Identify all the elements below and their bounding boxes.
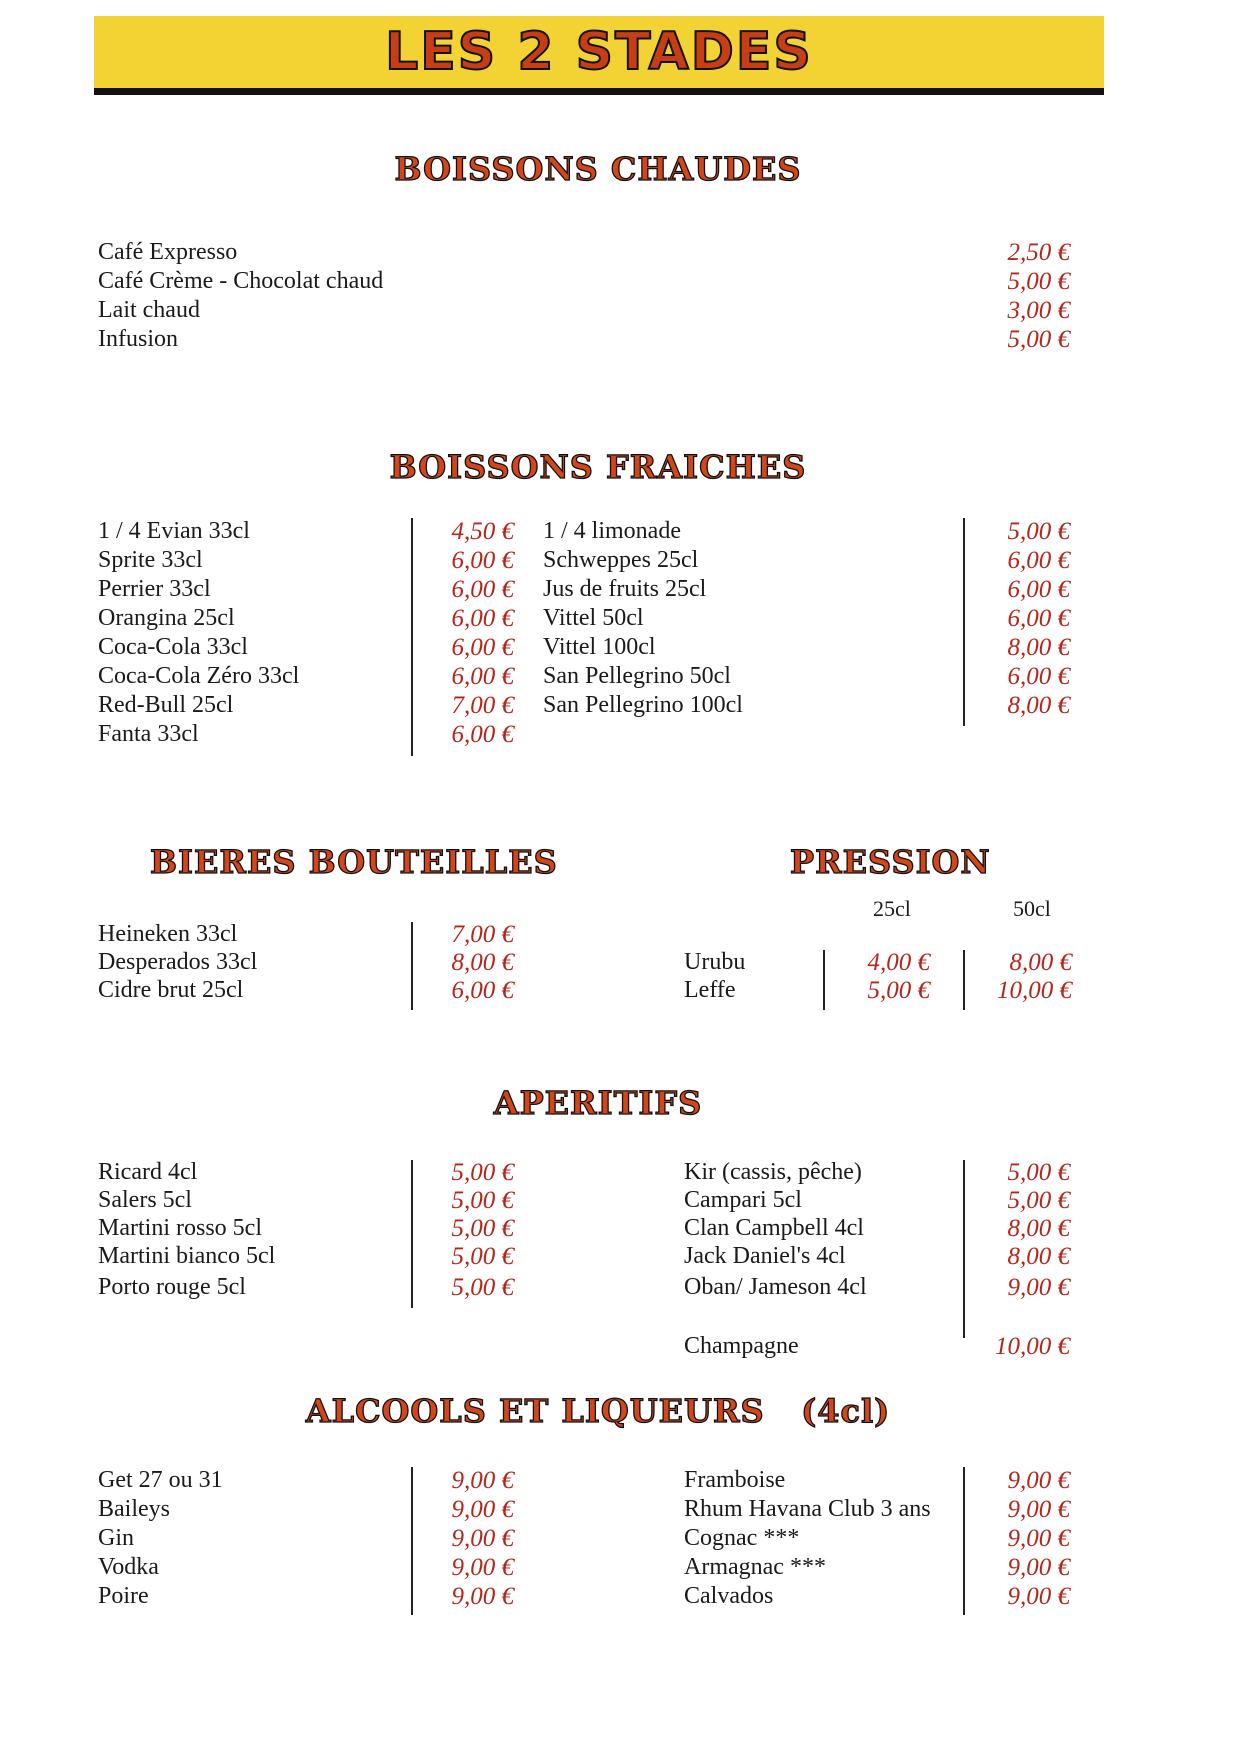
menu-item-price: 6,00 €	[451, 576, 514, 603]
menu-item-name: Rhum Havana Club 3 ans	[684, 1496, 931, 1522]
menu-item-price: 5,00 €	[1007, 518, 1070, 545]
menu-item-name: Sprite 33cl	[98, 547, 203, 573]
menu-item-price: 9,00 €	[451, 1525, 514, 1552]
menu-item-name: Red-Bull 25cl	[98, 692, 234, 718]
menu-item-price: 5,00 €	[1007, 268, 1070, 295]
menu-item-price: 6,00 €	[451, 547, 514, 574]
divider	[823, 950, 825, 1010]
menu-item-name: Infusion	[98, 326, 178, 352]
divider	[411, 1160, 413, 1308]
menu-item-name: Desperados 33cl	[98, 949, 258, 975]
menu-item-price: 5,00 €	[451, 1274, 514, 1301]
menu-item-price: 2,50 €	[1007, 239, 1070, 266]
menu-item-name: Jus de fruits 25cl	[543, 576, 707, 602]
menu-item-price: 6,00 €	[1007, 663, 1070, 690]
menu-item-name: Urubu	[684, 949, 746, 975]
menu-item-name: Calvados	[684, 1583, 774, 1609]
menu-item-price: 6,00 €	[451, 634, 514, 661]
pression-col-50cl: 50cl	[1013, 896, 1051, 921]
menu-item-name: Gin	[98, 1525, 134, 1551]
header-banner	[94, 16, 1104, 95]
menu-item-name: 1 / 4 Evian 33cl	[98, 518, 250, 544]
menu-item-price: 6,00 €	[1007, 605, 1070, 632]
menu-item-price: 3,00 €	[1007, 297, 1070, 324]
menu-item-price: 6,00 €	[1007, 576, 1070, 603]
menu-item-name: Perrier 33cl	[98, 576, 211, 602]
menu-item-price: 5,00 €	[867, 977, 930, 1004]
divider	[963, 950, 965, 1010]
menu-item-price: 9,00 €	[1007, 1496, 1070, 1523]
menu-item-name: Jack Daniel's 4cl	[684, 1243, 846, 1269]
menu-item-name: San Pellegrino 100cl	[543, 692, 743, 718]
menu-item-price: 4,00 €	[867, 949, 930, 976]
menu-item-name: Leffe	[684, 977, 736, 1003]
menu-item-price: 6,00 €	[451, 721, 514, 748]
menu-item-price: 8,00 €	[1007, 634, 1070, 661]
menu-item-name: Martini rosso 5cl	[98, 1215, 262, 1241]
menu-item-price: 9,00 €	[451, 1554, 514, 1581]
menu-item-name: Cognac ***	[684, 1525, 800, 1551]
menu-item-name: Vittel 100cl	[543, 634, 656, 660]
menu-item-name: Salers 5cl	[98, 1187, 192, 1213]
menu-item-price: 6,00 €	[451, 977, 514, 1004]
section-title-bieres-bouteilles: BIERES BOUTEILLES	[150, 843, 558, 881]
section-title-pression: PRESSION	[790, 843, 991, 881]
menu-item-price: 9,00 €	[451, 1496, 514, 1523]
menu-item-price: 5,00 €	[451, 1243, 514, 1270]
menu-item-price: 8,00 €	[1007, 692, 1070, 719]
divider	[963, 518, 965, 726]
menu-item-name: Café Crème - Chocolat chaud	[98, 268, 384, 294]
menu-item-name: Kir (cassis, pêche)	[684, 1159, 862, 1185]
menu-item-name: Heineken 33cl	[98, 921, 238, 947]
menu-item-price: 8,00 €	[1007, 1215, 1070, 1242]
menu-item-price: 5,00 €	[1007, 326, 1070, 353]
section-title-boissons-fraiches: BOISSONS FRAICHES	[389, 448, 807, 486]
menu-item-price: 5,00 €	[451, 1187, 514, 1214]
menu-item-price: 6,00 €	[1007, 547, 1070, 574]
menu-item-name: Coca-Cola Zéro 33cl	[98, 663, 300, 689]
menu-item-name: Porto rouge 5cl	[98, 1274, 246, 1300]
menu-item-name: Clan Campbell 4cl	[684, 1215, 864, 1241]
menu-item-price: 5,00 €	[1007, 1159, 1070, 1186]
menu-item-price: 6,00 €	[451, 605, 514, 632]
menu-item-name: Baileys	[98, 1496, 170, 1522]
divider	[963, 1160, 965, 1338]
menu-item-name: Orangina 25cl	[98, 605, 235, 631]
menu-item-price: 5,00 €	[451, 1215, 514, 1242]
section-title-alcools-liqueurs: ALCOOLS ET LIQUEURS (4cl)	[305, 1392, 891, 1430]
menu-item-price: 7,00 €	[451, 692, 514, 719]
divider	[963, 1467, 965, 1615]
menu-item-price: 9,00 €	[1007, 1583, 1070, 1610]
menu-item-name: Get 27 ou 31	[98, 1467, 223, 1493]
page-title: LES 2 STADES	[385, 22, 813, 82]
divider	[411, 922, 413, 1010]
menu-item-price: 9,00 €	[1007, 1274, 1070, 1301]
menu-item-price: 9,00 €	[451, 1467, 514, 1494]
menu-item-name: Framboise	[684, 1467, 786, 1493]
menu-item-price: 6,00 €	[451, 663, 514, 690]
menu-item-price: 9,00 €	[1007, 1467, 1070, 1494]
menu-item-price: 5,00 €	[1007, 1187, 1070, 1214]
menu-item-name: Cidre brut 25cl	[98, 977, 244, 1003]
menu-item-name: Café Expresso	[98, 239, 238, 265]
menu-item-name: Ricard 4cl	[98, 1159, 198, 1185]
menu-item-name: Coca-Cola 33cl	[98, 634, 248, 660]
menu-item-name: Poire	[98, 1583, 149, 1609]
section-title-boissons-chaudes: BOISSONS CHAUDES	[394, 150, 802, 188]
menu-item-price: 8,00 €	[451, 949, 514, 976]
pression-col-25cl: 25cl	[873, 896, 911, 921]
menu-item-price: 5,00 €	[451, 1159, 514, 1186]
menu-item-name: 1 / 4 limonade	[543, 518, 681, 544]
menu-item-name: Champagne	[684, 1333, 799, 1359]
menu-item-name: Campari 5cl	[684, 1187, 802, 1213]
menu-item-price: 10,00 €	[995, 1333, 1070, 1360]
divider	[411, 1467, 413, 1615]
menu-item-price: 8,00 €	[1009, 949, 1072, 976]
divider	[411, 518, 413, 756]
menu-item-price: 9,00 €	[1007, 1554, 1070, 1581]
menu-item-name: San Pellegrino 50cl	[543, 663, 731, 689]
menu-item-price: 4,50 €	[451, 518, 514, 545]
section-title-aperitifs: APERITIFS	[493, 1084, 703, 1122]
menu-item-name: Vodka	[98, 1554, 159, 1580]
menu-item-name: Schweppes 25cl	[543, 547, 699, 573]
menu-item-price: 7,00 €	[451, 921, 514, 948]
menu-item-name: Lait chaud	[98, 297, 200, 323]
menu-item-name: Oban/ Jameson 4cl	[684, 1274, 867, 1300]
menu-item-price: 9,00 €	[1007, 1525, 1070, 1552]
menu-item-name: Martini bianco 5cl	[98, 1243, 276, 1269]
menu-item-price: 10,00 €	[997, 977, 1072, 1004]
menu-item-name: Fanta 33cl	[98, 721, 199, 747]
menu-item-name: Armagnac ***	[684, 1554, 826, 1580]
menu-item-name: Vittel 50cl	[543, 605, 644, 631]
menu-item-price: 8,00 €	[1007, 1243, 1070, 1270]
menu-item-price: 9,00 €	[451, 1583, 514, 1610]
